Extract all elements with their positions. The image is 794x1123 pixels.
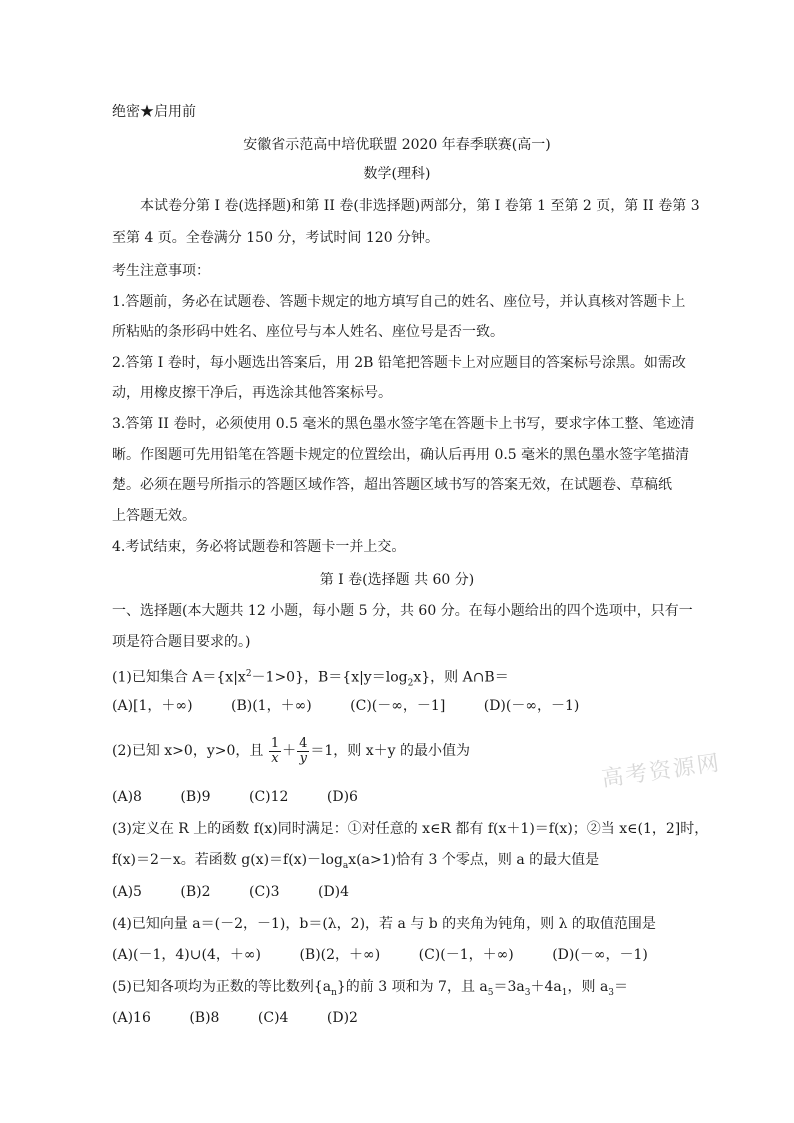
q2-options: [112, 787, 392, 807]
option-b: (B)8: [189, 1010, 220, 1026]
section-instr: 项是符合题目要求的。): [112, 634, 251, 650]
notice-line: 上答题无效。: [112, 508, 196, 524]
intro-line-2: 至第 4 页。全卷满分 150 分，考试时间 120 分钟。: [112, 230, 440, 246]
option-a: (A)(－1，4)∪(4，＋∞): [112, 947, 261, 963]
q1-stem: (1)已知集合 $A=\{x|x^2-1>0\}$，$B=\{x|y=\log_2x\}$，则 A∩B＝: [112, 669, 509, 689]
option-d: (D)4: [317, 884, 350, 900]
option-c: (C)4: [257, 1010, 289, 1026]
option-c: (C)(－∞，－1]: [350, 698, 446, 714]
fraction-4-over-y: $\frac{4}{y}$: [299, 735, 308, 766]
q5-options: [112, 1008, 392, 1028]
notice-line: 3.答第 II 卷时，必须使用 0.5 毫米的黑色墨水签字笔在答题卡上书写，要求字体工整、笔迹清: [112, 416, 695, 432]
option-d: (D)(－∞，－1): [552, 947, 648, 963]
q3-stem-line-1: (3)定义在 R 上的函数 f(x)同时满足：①对任意的 x∈R 都有 f(x＋1)＝f(x)；②当 x∈(1，2]时，: [112, 821, 709, 837]
q4-options: [112, 945, 682, 965]
exam-subject: 数学(理科): [363, 166, 431, 182]
notice-line: 4.考试结束，务必将试题卷和答题卡一并上交。: [112, 539, 406, 555]
q4-stem: (4)已知向量 a＝(－2，－1)，b＝(λ，2)，若 a 与 b 的夹角为钝角，则 λ 的取值范围是: [112, 916, 656, 932]
exam-title: 安徽省示范高中培优联盟 2020 年春季联赛(高一): [243, 137, 551, 153]
watermark: 高考资源网: [600, 750, 723, 793]
option-c: (C)3: [248, 884, 280, 900]
option-a: (A)5: [112, 884, 142, 900]
option-a: (A)8: [112, 789, 142, 805]
q2-stem: (2)已知 x>0，y>0，且 $\frac{1}{x}$ ＋ $\frac{4}{y}$ ＝1，则 x＋y 的最小值为: [112, 735, 471, 766]
notice-line: 晰。作图题可先用铅笔在答题卡规定的位置绘出，确认后再用 0.5 毫米的黑色墨水签字笔描清: [112, 447, 690, 463]
q5-stem: (5)已知各项均为正数的等比数列$\{a_n\}$的前 3 项和为 7，且 $a_5=3a_3+4a_1$，则 $a_3=$: [112, 979, 629, 998]
section-instr: 一、选择题(本大题共 12 小题，每小题 5 分，共 60 分。在每小题给出的四个选项中，只有一: [112, 603, 693, 619]
option-c: (C)12: [248, 789, 289, 805]
secret-label: 绝密★启用前: [112, 104, 196, 120]
option-b: (B)9: [180, 789, 211, 805]
section-title: 第 I 卷(选择题 共 60 分): [319, 572, 475, 588]
option-b: (B)(1，＋∞): [230, 698, 312, 714]
notice-line: 楚。必须在题号所指示的答题区域作答，超出答题区域书写的答案无效，在试题卷、草稿纸: [112, 477, 672, 493]
option-b: (B)2: [180, 884, 211, 900]
q1-options: [112, 696, 613, 716]
option-a: (A)16: [112, 1010, 151, 1026]
notice-line: 1.答题前，务必在试题卷、答题卡规定的地方填写自己的姓名、座位号，并认真核对答题卡上: [112, 294, 686, 310]
notice-line: 所粘贴的条形码中姓名、座位号与本人姓名、座位号是否一致。: [112, 324, 504, 340]
q3-options: [112, 882, 383, 902]
notice-heading: 考生注意事项：: [112, 263, 210, 279]
notice-line: 动，用橡皮擦干净后，再选涂其他答案标号。: [112, 385, 392, 401]
option-a: (A)[1，＋∞): [112, 698, 193, 714]
option-b: (B)(2，＋∞): [299, 947, 381, 963]
fraction-1-over-x: $\frac{1}{x}$: [270, 735, 280, 766]
intro-line-1: 本试卷分第 I 卷(选择题)和第 II 卷(非选择题)两部分，第 I 卷第 1 至第 2 页，第 II 卷第 3: [140, 198, 700, 214]
q3-stem-line-2: f(x)＝2－x。若函数 $g(x)=f(x)-\log_ax(a>1)$恰有 3 个零点，则 a 的最大值是: [112, 852, 600, 871]
option-c: (C)(－1，＋∞): [418, 947, 514, 963]
option-d: (D)6: [326, 789, 358, 805]
option-d: (D)2: [326, 1010, 358, 1026]
notice-line: 2.答第 I 卷时，每小题选出答案后，用 2B 铅笔把答题卡上对应题目的答案标号涂黑。如需改: [112, 355, 686, 371]
option-d: (D)(－∞，－1): [483, 698, 580, 714]
